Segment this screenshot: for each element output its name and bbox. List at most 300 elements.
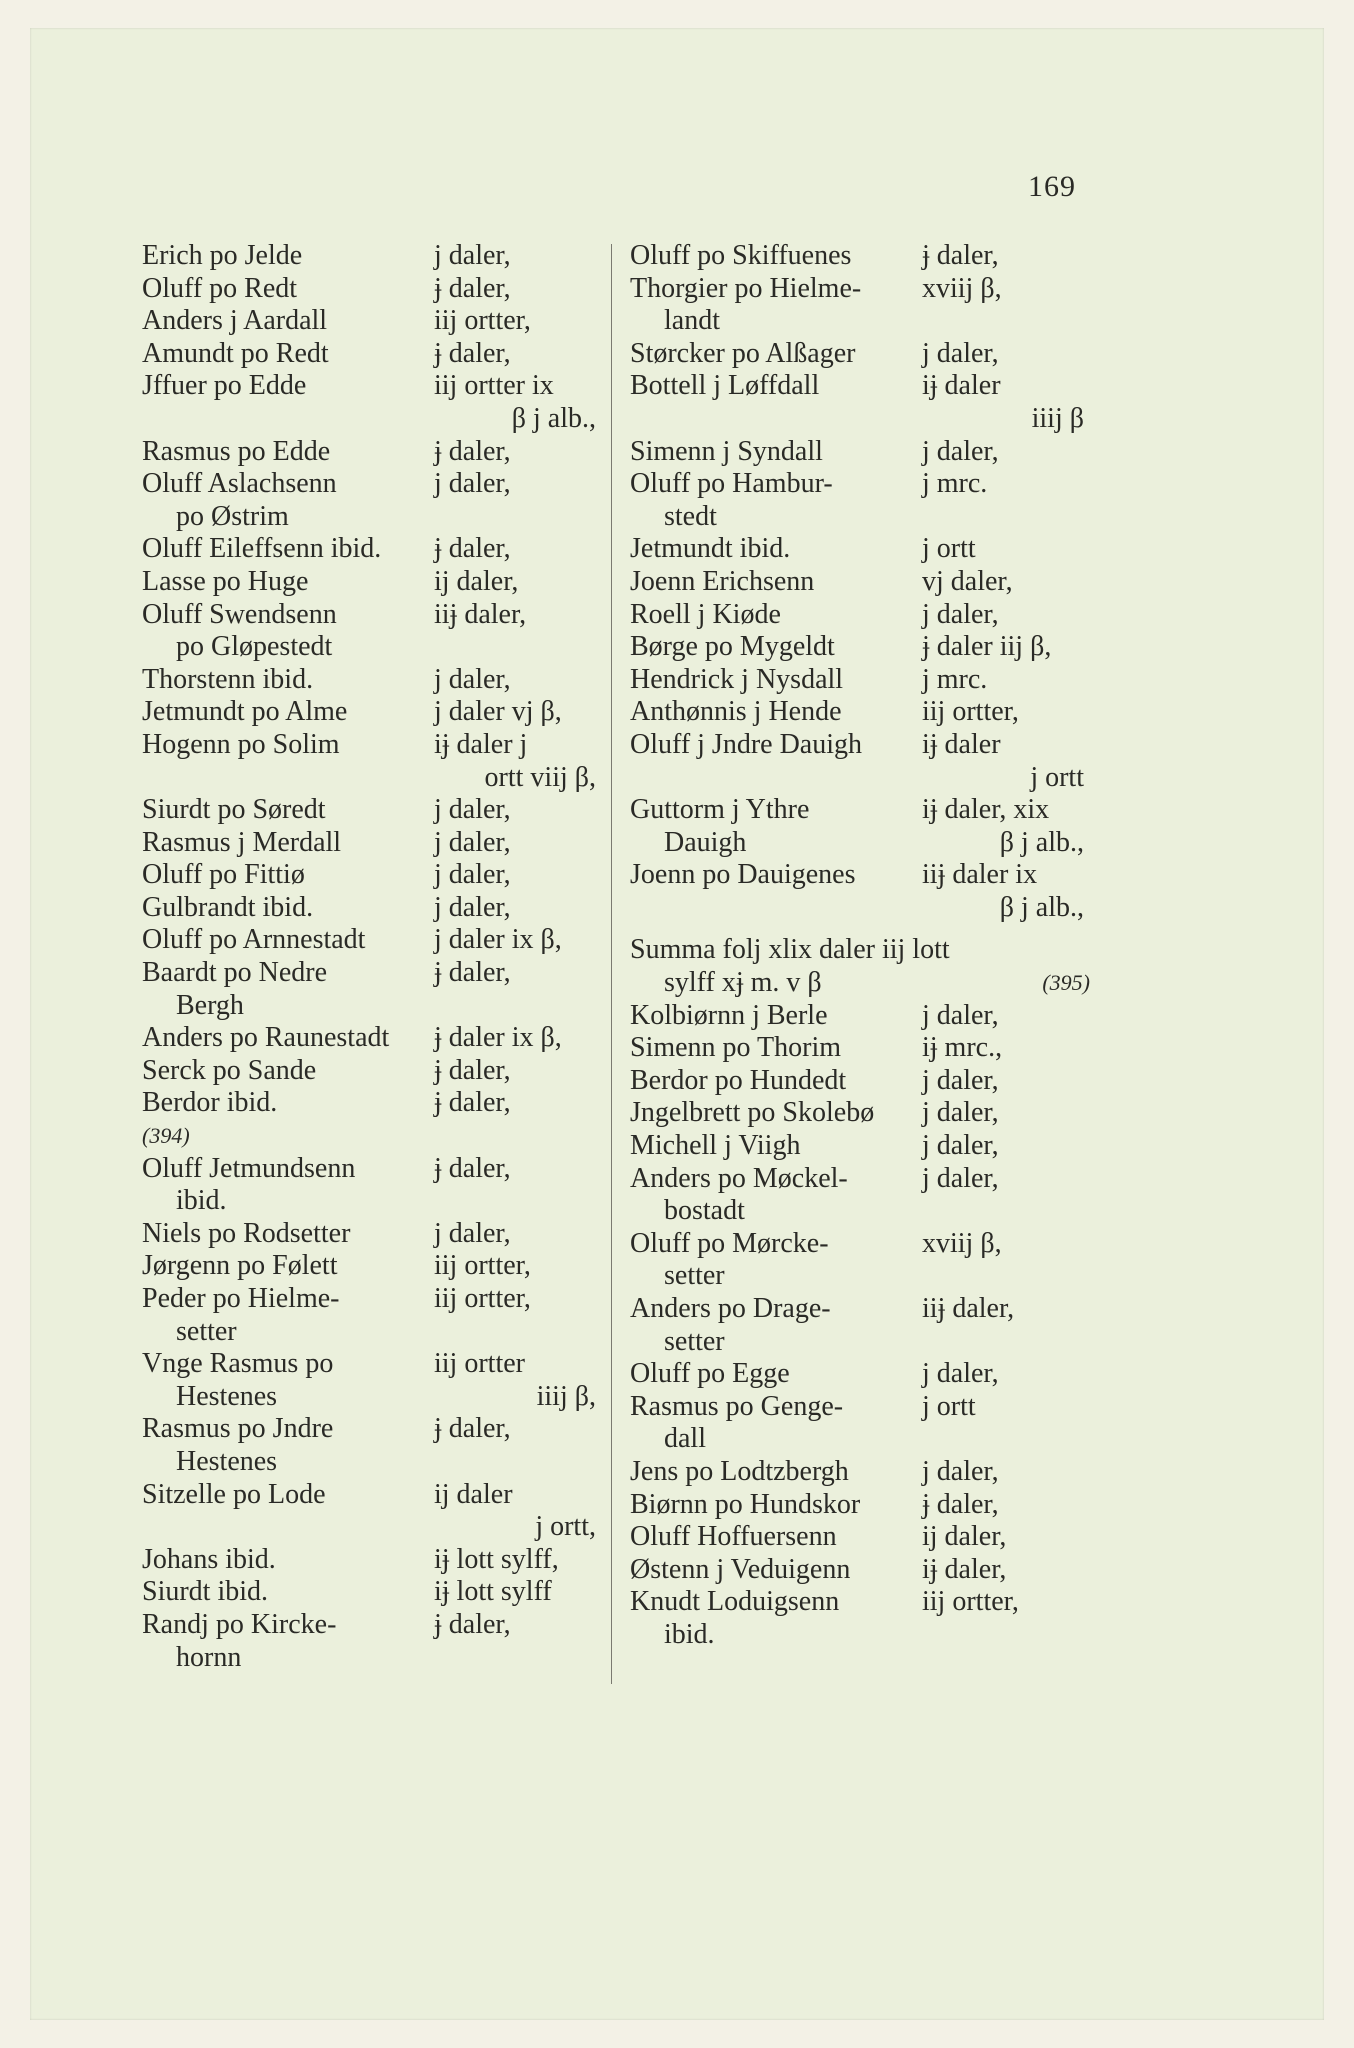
entry-amount-line: j daler,: [922, 337, 999, 369]
entry-amount: [922, 1065, 1084, 1098]
entry-amount-line: iɉ lott sylff,: [434, 1543, 559, 1575]
entry-amount: [434, 338, 596, 371]
entry-name-line: Gulbrandt ibid.: [142, 891, 314, 923]
entry-amount: [922, 859, 1084, 924]
entry-name-line: Hogenn po Solim: [142, 728, 340, 760]
ledger-entry: [142, 1218, 602, 1251]
entry-amount: [434, 1413, 596, 1478]
entry-name: [630, 729, 922, 794]
entry-name-line: Rasmus po Genge-: [630, 1390, 844, 1422]
entry-name: [630, 1293, 922, 1358]
entry-name-line: Simenn po Thorim: [630, 1032, 842, 1064]
left-column: [142, 240, 602, 1674]
summa-line-1: Summa folj xlix daler iij lott: [630, 934, 950, 966]
entry-name-line: Rasmus po Jndre: [142, 1413, 334, 1445]
entry-amount-line: j daler,: [434, 240, 511, 271]
entry-name: [630, 794, 922, 859]
entry-amount: [434, 273, 596, 306]
ledger-entry: [142, 1055, 602, 1088]
entry-name: [142, 436, 434, 469]
entry-amount-line: iɉ daler j: [434, 728, 528, 760]
entry-amount: [434, 1479, 596, 1544]
ledger-entry: [142, 338, 602, 371]
entry-name: [630, 1000, 922, 1033]
entry-amount-line: vj daler,: [922, 565, 1013, 597]
entry-name-line: Vnge Rasmus po: [142, 1348, 334, 1380]
entry-amount: [434, 892, 596, 925]
entry-name-line: Bottell j Løffdall: [630, 370, 820, 402]
entry-amount-line: j daler,: [922, 1358, 999, 1390]
folio-note: (394): [142, 1123, 190, 1149]
entry-name-line: Baardt po Nedre: [142, 957, 328, 989]
ledger-entry: [630, 1489, 1090, 1522]
entry-amount: [922, 370, 1084, 435]
entry-name: [142, 859, 434, 892]
entry-amount-line: j daler,: [922, 1162, 999, 1194]
ledger-entry: [142, 1153, 602, 1218]
entry-name: [630, 1228, 922, 1293]
entry-name-line: Berdor po Hundedt: [630, 1064, 847, 1096]
entry-amount-line: j daler,: [434, 794, 511, 826]
ledger-entry: [630, 1032, 1090, 1065]
entry-amount: [922, 468, 1084, 533]
entry-amount: [434, 533, 596, 566]
entry-name-line: Serck po Sande: [142, 1054, 317, 1086]
ledger-entry: [630, 1163, 1090, 1228]
entry-amount: [922, 696, 1084, 729]
entry-amount-line: iij ortter,: [922, 1586, 1019, 1618]
entry-amount-line: β j alb.,: [999, 891, 1084, 923]
entry-name-line: Jens po Lodtzbergh: [630, 1455, 849, 1487]
entry-name-line: Oluff Swendsenn: [142, 598, 337, 630]
entry-name-line: Guttorm j Ythre: [630, 794, 810, 826]
ledger-entry: [142, 533, 602, 566]
ledger-entry: [630, 1293, 1090, 1358]
entry-amount-line: j ortt,: [535, 1511, 596, 1543]
entry-amount-line: j daler,: [922, 435, 999, 467]
entry-amount-line: ɉ daler,: [434, 1413, 511, 1445]
entry-amount: [434, 794, 596, 827]
entry-amount-line: ɉ daler,: [434, 1087, 511, 1119]
entry-name-line: Siurdt ibid.: [142, 1576, 269, 1608]
entry-name-line: Anders po Møckel-: [630, 1162, 848, 1194]
entry-amount: [922, 566, 1084, 599]
entry-name: [142, 599, 434, 664]
ledger-entry: [630, 436, 1090, 469]
entry-name-line: Oluff Hoffuersenn: [630, 1521, 837, 1553]
ledger-entry: [630, 1391, 1090, 1456]
entry-name-line: ibid.: [176, 1185, 227, 1217]
ledger-entry: [142, 1544, 602, 1577]
entry-name: [630, 1065, 922, 1098]
entry-amount-line: iɉ mrc.,: [922, 1032, 1003, 1064]
ledger-entry: [142, 859, 602, 892]
entry-name: [142, 338, 434, 371]
ledger-entry: [142, 1413, 602, 1478]
entry-name: [630, 1456, 922, 1489]
ledger-entry: [142, 664, 602, 697]
entry-name: [142, 924, 434, 957]
entry-amount-line: xviij β,: [922, 272, 1002, 304]
entry-amount: [922, 533, 1084, 566]
ledger-entry: [630, 468, 1090, 533]
entry-name: [630, 273, 922, 338]
entry-name: [142, 729, 434, 794]
entry-amount-line: ɉ daler,: [434, 337, 511, 369]
entry-amount-line: j daler ix β,: [434, 924, 562, 956]
entry-amount: [922, 273, 1084, 338]
entry-name: [630, 631, 922, 664]
ledger-entry: [142, 892, 602, 925]
entry-name-line: Lasse po Huge: [142, 565, 309, 597]
entry-name: [630, 599, 922, 632]
entry-amount-line: ɉ daler,: [434, 1608, 511, 1640]
entry-amount-line: xviij β,: [922, 1227, 1002, 1259]
entry-name-line: Niels po Rodsetter: [142, 1217, 351, 1249]
entry-name-line: Knudt Loduigsenn: [630, 1586, 840, 1618]
entry-name-line: Jetmundt ibid.: [630, 533, 791, 565]
entry-name: [630, 1391, 922, 1456]
entry-name-line: Oluff j Jndre Dauigh: [630, 728, 862, 760]
entry-amount: [922, 1391, 1084, 1456]
ledger-entry: [142, 1576, 602, 1609]
ledger-entry: [630, 1000, 1090, 1033]
entry-amount-line: iij ortter,: [434, 1250, 531, 1282]
entry-amount: [434, 1348, 596, 1413]
entry-amount-line: iij ortter ix: [434, 370, 554, 402]
entry-amount-line: iɉ lott sylff: [434, 1576, 552, 1608]
entry-name-line: Bergh: [176, 989, 244, 1021]
ledger-entry: [142, 436, 602, 469]
ledger-entry: [630, 370, 1090, 435]
entry-amount-line: iiɉ daler ix: [922, 859, 1038, 891]
entry-amount-line: ɉ daler iij β,: [922, 631, 1052, 663]
ledger-entry: [630, 664, 1090, 697]
entry-name: [142, 1250, 434, 1283]
entry-name-line: Siurdt po Søredt: [142, 794, 326, 826]
entry-name-line: Jørgenn po Følett: [142, 1250, 338, 1282]
entry-amount-line: iij ortter,: [434, 1283, 531, 1314]
entry-name-line: Peder po Hielme-: [142, 1283, 340, 1314]
entry-name-line: Jngelbrett po Skolebø: [630, 1097, 875, 1129]
entry-amount: [434, 1250, 596, 1283]
entry-amount: [922, 1000, 1084, 1033]
entry-amount-line: j daler vj β,: [434, 696, 562, 728]
entry-name-line: Rasmus j Merdall: [142, 826, 342, 858]
entry-name-line: Hendrick j Nysdall: [630, 663, 844, 695]
ledger-entry: [630, 1586, 1090, 1651]
entry-name: [142, 1153, 434, 1218]
entry-amount-line: j daler,: [922, 1064, 999, 1096]
entry-amount: [922, 436, 1084, 469]
entry-name-line: Størcker po Alßager: [630, 337, 856, 369]
entry-amount: [434, 1576, 596, 1609]
entry-amount-line: j daler,: [434, 1217, 511, 1249]
entry-name-line: Anders j Aardall: [142, 305, 328, 337]
entry-amount-line: j daler,: [434, 891, 511, 923]
entry-name: [630, 338, 922, 371]
entry-name: [630, 1130, 922, 1163]
entry-name: [142, 1218, 434, 1251]
ledger-entry: [630, 1358, 1090, 1391]
ledger-entry: [142, 957, 602, 1022]
entry-amount-line: iij ortter: [434, 1348, 525, 1380]
entry-name: [142, 892, 434, 925]
entry-name: [142, 468, 434, 533]
entry-amount: [434, 1544, 596, 1577]
entry-name-line: setter: [664, 1260, 725, 1292]
entry-name: [630, 1586, 922, 1651]
entry-name-line: Oluff Eileffsenn ibid.: [142, 533, 382, 565]
entry-name-line: Hestenes: [176, 1380, 278, 1412]
entry-amount: [922, 599, 1084, 632]
entry-amount-line: j daler,: [434, 859, 511, 891]
entry-amount-line: ɉ daler,: [434, 1152, 511, 1184]
entry-name-line: Randj po Kircke-: [142, 1608, 337, 1640]
entry-amount-line: ɉ daler,: [922, 240, 999, 271]
entry-amount-line: iiij β: [1031, 402, 1084, 434]
entry-amount-line: ortt viij β,: [484, 761, 596, 793]
entry-name-line: Oluff po Skiffuenes: [630, 240, 852, 271]
entry-name-line: Roell j Kiøde: [630, 598, 781, 630]
ledger-entry: [142, 599, 602, 664]
ledger-entry: [630, 729, 1090, 794]
ledger-entry: [142, 1479, 602, 1544]
entry-amount: [922, 1586, 1084, 1651]
entry-amount-line: β j alb.,: [999, 826, 1084, 858]
entry-name: [142, 1413, 434, 1478]
entry-name-line: Amundt po Redt: [142, 337, 329, 369]
ledger-entry: [630, 338, 1090, 371]
entry-name-line: hornn: [176, 1641, 242, 1673]
ledger-entry: [630, 566, 1090, 599]
summa-block: [630, 934, 1090, 999]
entry-name: [630, 696, 922, 729]
entry-name-line: po Gløpestedt: [176, 631, 333, 663]
ledger-entry: [142, 273, 602, 306]
entry-name: [142, 957, 434, 1022]
entry-amount: [434, 729, 596, 794]
entry-name: [142, 696, 434, 729]
entry-amount-line: ij daler,: [434, 565, 519, 597]
ledger-entry: [142, 1609, 602, 1674]
ledger-entry: [630, 1456, 1090, 1489]
entry-amount-line: iij ortter,: [434, 305, 531, 337]
entry-name: [142, 1479, 434, 1544]
entry-amount: [922, 1097, 1084, 1130]
entry-amount-line: iij ortter,: [922, 696, 1019, 728]
entry-name: [630, 664, 922, 697]
entry-name-line: Jffuer po Edde: [142, 370, 307, 402]
entry-name: [142, 566, 434, 599]
entry-amount: [922, 1032, 1084, 1065]
entry-amount-line: j daler,: [434, 826, 511, 858]
ledger-entry: [630, 631, 1090, 664]
ledger-entry: [142, 1087, 602, 1120]
ledger-entry: [630, 240, 1090, 273]
entry-name-line: Anders po Drage-: [630, 1293, 831, 1324]
entry-name: [630, 1554, 922, 1587]
entry-amount-line: j daler,: [922, 1097, 999, 1129]
entry-amount: [434, 859, 596, 892]
entry-name: [630, 1163, 922, 1228]
entry-name-line: Erich po Jelde: [142, 240, 303, 271]
entry-amount-line: iɉ daler,: [922, 1553, 1007, 1585]
entry-amount-line: ij daler,: [922, 1521, 1007, 1553]
ledger-entry: [630, 1097, 1090, 1130]
entry-name-line: Oluff Jetmundsenn: [142, 1152, 356, 1184]
entry-name-line: Anthønnis j Hende: [630, 696, 842, 728]
entry-amount-line: j daler,: [434, 468, 511, 500]
entry-name-line: Biørnn po Hundskor: [630, 1488, 861, 1520]
entry-amount: [922, 631, 1084, 664]
entry-name: [142, 370, 434, 435]
entry-amount-line: ɉ daler ix β,: [434, 1022, 562, 1054]
ledger-entry: [142, 240, 602, 273]
ledger-entry: [142, 566, 602, 599]
entry-name-line: Dauigh: [664, 826, 747, 858]
ledger-entry: [630, 599, 1090, 632]
entry-name: [142, 1576, 434, 1609]
entry-amount: [434, 240, 596, 273]
entry-amount-line: j mrc.: [922, 468, 988, 500]
entry-name-line: Oluff po Arnnestadt: [142, 924, 366, 956]
entry-name: [142, 1283, 434, 1348]
entry-amount-line: ɉ daler,: [434, 272, 511, 304]
ledger-entry: [630, 273, 1090, 338]
entry-name: [630, 1489, 922, 1522]
entry-name-line: Anders po Raunestadt: [142, 1022, 390, 1054]
entry-amount: [434, 599, 596, 664]
entry-name: [630, 566, 922, 599]
entry-amount: [434, 370, 596, 435]
entry-name-line: Michell j Viigh: [630, 1130, 801, 1162]
entry-name: [142, 1022, 434, 1055]
entry-amount: [434, 1087, 596, 1120]
entry-name: [630, 1032, 922, 1065]
entry-name: [142, 827, 434, 860]
entry-name-line: bostadt: [664, 1195, 745, 1227]
entry-amount-line: j daler,: [922, 1130, 999, 1162]
entry-name-line: Kolbiørnn j Berle: [630, 999, 828, 1031]
entry-amount: [434, 957, 596, 1022]
entry-name: [630, 370, 922, 435]
entry-name-line: setter: [176, 1315, 237, 1347]
entry-amount-line: ɉ daler,: [434, 435, 511, 467]
entry-amount: [434, 664, 596, 697]
ledger-entry: [630, 533, 1090, 566]
entry-name-line: po Østrim: [176, 500, 289, 532]
entry-name: [142, 1055, 434, 1088]
entry-amount: [434, 827, 596, 860]
entry-amount: [922, 1456, 1084, 1489]
entry-amount: [434, 305, 596, 338]
entry-amount: [434, 468, 596, 533]
entry-amount: [434, 1609, 596, 1674]
entry-name-line: Johans ibid.: [142, 1543, 276, 1575]
entry-amount: [922, 240, 1084, 273]
entry-name-line: Joenn po Dauigenes: [630, 859, 856, 891]
entry-amount-line: j ortt: [922, 1390, 976, 1422]
entry-amount: [922, 1130, 1084, 1163]
entry-name-line: Simenn j Syndall: [630, 435, 823, 467]
entry-amount: [434, 1153, 596, 1218]
entry-name-line: Børge po Mygeldt: [630, 631, 835, 663]
summa-line-2: sylff xɉ m. v β: [664, 967, 822, 999]
entry-name-line: setter: [664, 1325, 725, 1357]
ledger-entry: [142, 1022, 602, 1055]
entry-amount: [434, 696, 596, 729]
entry-name-line: dall: [664, 1423, 706, 1455]
entry-amount-line: ij daler: [434, 1478, 513, 1510]
entry-name: [630, 1521, 922, 1554]
entry-name-line: Thorstenn ibid.: [142, 663, 314, 695]
entry-name: [630, 240, 922, 273]
entry-name-line: Thorgier po Hielme-: [630, 272, 862, 304]
entry-amount: [434, 436, 596, 469]
entry-name: [142, 240, 434, 273]
entry-name: [142, 273, 434, 306]
entry-amount: [922, 1293, 1084, 1358]
entry-amount-line: j daler,: [922, 999, 999, 1031]
entry-amount-line: j ortt: [1030, 761, 1084, 793]
entry-amount: [922, 729, 1084, 794]
entry-name: [142, 1544, 434, 1577]
page-number: 169: [1028, 170, 1076, 203]
ledger-entry: [142, 1283, 602, 1348]
entry-name: [142, 1609, 434, 1674]
right-column-bottom: [630, 1000, 1090, 1652]
entry-amount-line: j mrc.: [922, 663, 988, 695]
entry-name-line: landt: [664, 305, 720, 337]
ledger-entry: [142, 1250, 602, 1283]
entry-name: [630, 468, 922, 533]
entry-name-line: Jetmundt po Alme: [142, 696, 348, 728]
entry-amount-line: ɉ daler,: [434, 533, 511, 565]
entry-name: [142, 1087, 434, 1120]
right-column: [630, 240, 1090, 1652]
ledger-entry: [630, 1228, 1090, 1293]
entry-name-line: ibid.: [664, 1618, 715, 1650]
ledger-entry: [142, 827, 602, 860]
entry-name-line: Berdor ibid.: [142, 1087, 278, 1119]
entry-amount-line: ɉ daler,: [434, 1054, 511, 1086]
ledger-entry: [630, 794, 1090, 859]
entry-amount: [922, 1228, 1084, 1293]
entry-amount-line: iiij β,: [536, 1380, 596, 1412]
right-column-top: [630, 240, 1090, 924]
entry-name-line: stedt: [664, 500, 717, 532]
column-divider: [611, 244, 612, 1684]
ledger-entry: [630, 1130, 1090, 1163]
entry-name-line: Hestenes: [176, 1445, 278, 1477]
entry-name: [142, 1348, 434, 1413]
entry-amount-line: ɉ daler,: [434, 957, 511, 989]
entry-amount: [434, 1022, 596, 1055]
entry-name: [630, 859, 922, 924]
entry-name-line: Oluff po Egge: [630, 1358, 790, 1390]
entry-amount: [922, 1521, 1084, 1554]
ledger-entry: [142, 794, 602, 827]
ledger-entry: [142, 468, 602, 533]
entry-amount: [434, 924, 596, 957]
entry-amount: [434, 1283, 596, 1348]
entry-name: [142, 533, 434, 566]
ledger-entry: [142, 1348, 602, 1413]
ledger-entry: [142, 924, 602, 957]
entry-amount-line: j daler,: [922, 1455, 999, 1487]
entry-name-line: Rasmus po Edde: [142, 435, 331, 467]
